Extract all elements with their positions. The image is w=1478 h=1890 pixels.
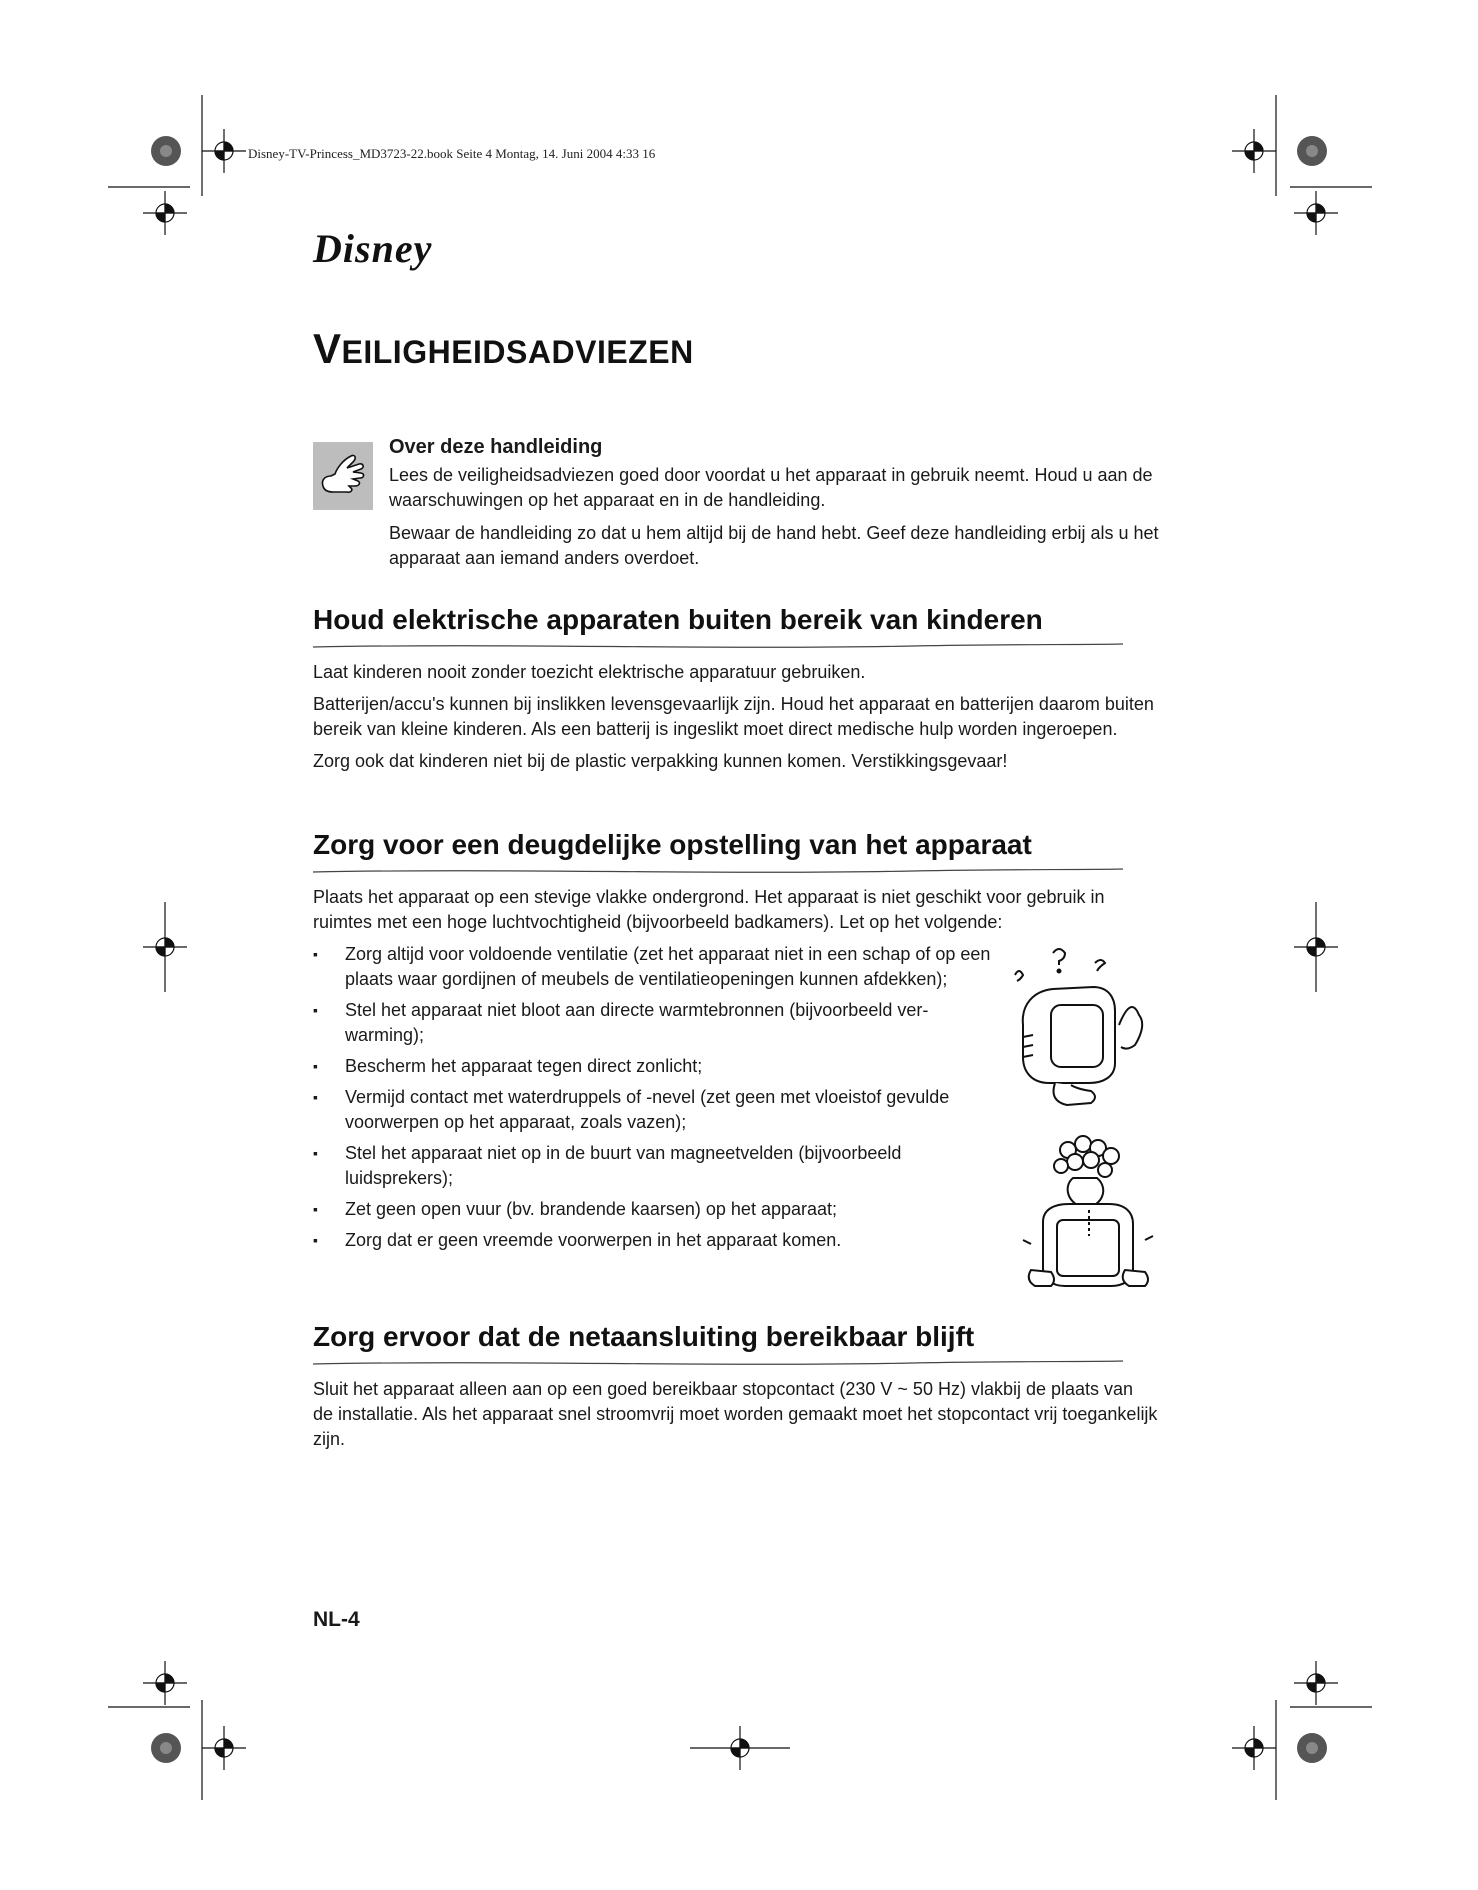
list-item: ▪ Zorg dat er geen vreemde voorwerpen in het apparaat komen. (313, 1228, 993, 1253)
page-number: NL-4 (313, 1608, 360, 1631)
wavy-divider (313, 642, 1123, 650)
section-body (313, 885, 1158, 942)
list-item: ▪ Zorg altijd voor voldoende ventilatie (zet het apparaat niet in een schap of op een plaats waar gordijnen of meubels de ventilatieopeningen kunnen afdekken); (313, 942, 993, 992)
page-title (313, 325, 694, 373)
list-item: ▪ Stel het apparaat niet op in de buurt van magneetvelden (bijvoorbeeld luidsprekers); (313, 1141, 993, 1191)
section-paragraph: Sluit het apparaat alleen aan op een goed bereikbaar stopcontact (230 V ~ 50 Hz) vlakbij de plaats van de installatie. Als het apparaat snel stroomvrij moet worden gemaakt moet het stopcontact vrij toegankelijk zijn. (313, 1379, 1158, 1449)
intro-block (389, 436, 1159, 579)
list-item: ▪ Zet geen open vuur (bv. brandende kaarsen) op het apparaat; (313, 1197, 993, 1222)
tv-vase-illustration (1013, 1130, 1163, 1300)
section-title: Houd elektrische apparaten buiten bereik van kinderen (313, 604, 1043, 635)
wavy-divider (313, 1359, 1123, 1367)
section-title: Zorg voor een deugdelijke opstelling van het apparaat (313, 829, 1032, 860)
section-paragraph: Batterijen/accu's kunnen bij inslikken levensgevaarlijk zijn. Houd het apparaat en batterijen daarom buiten bereik van kleine kinderen. Als een batterij is ingeslikt moet direct medische hulp worden ingeroepen. (313, 694, 1154, 739)
intro-heading: Over deze handleiding (389, 436, 603, 458)
disney-logo: Disney (313, 226, 433, 271)
page-title-rest: EILIGHEIDSADVIEZEN (341, 334, 694, 370)
section-title: Zorg ervoor dat de netaansluiting bereikbaar blijft (313, 1321, 975, 1352)
section-body (313, 660, 1158, 781)
section-paragraph: Plaats het apparaat op een stevige vlakke ondergrond. Het apparaat is niet geschikt voor gebruik in ruimtes met een hoge luchtvochtigheid (bijvoorbeeld badkamers). Let op het volgende: (313, 887, 1105, 932)
pointing-hand-icon (313, 442, 373, 510)
tv-ventilation-illustration (1003, 945, 1163, 1115)
bullet-list (313, 942, 993, 1259)
section-paragraph: Laat kinderen nooit zonder toezicht elektrische apparatuur gebruiken. (313, 662, 866, 682)
section-body (313, 1377, 1158, 1459)
list-item: ▪ Vermijd contact met waterdruppels of -nevel (zet geen met vloeistof gevulde voorwerpen op het apparaat, zoals vazen); (313, 1085, 993, 1135)
intro-paragraph: Bewaar de handleiding zo dat u hem altijd bij de hand hebt. Geef deze handleiding erbij als u het apparaat aan iemand anders overdoet. (389, 523, 1159, 568)
page-title-initial: V (313, 325, 342, 372)
list-item: ▪ Bescherm het apparaat tegen direct zonlicht; (313, 1054, 993, 1079)
section-paragraph: Zorg ook dat kinderen niet bij de plastic verpakking kunnen komen. Verstikkingsgevaar! (313, 751, 1008, 771)
print-header: Disney-TV-Princess_MD3723-22.book Seite 4 Montag, 14. Juni 2004 4:33 16 (248, 146, 656, 161)
intro-paragraph: Lees de veiligheidsadviezen goed door voordat u het apparaat in gebruik neemt. Houd u aan de waarschuwingen op het apparaat en in de handleiding. (389, 465, 1153, 510)
wavy-divider (313, 867, 1123, 875)
list-item: ▪ Stel het apparaat niet bloot aan directe warmtebronnen (bijvoorbeeld ver-warming); (313, 998, 993, 1048)
